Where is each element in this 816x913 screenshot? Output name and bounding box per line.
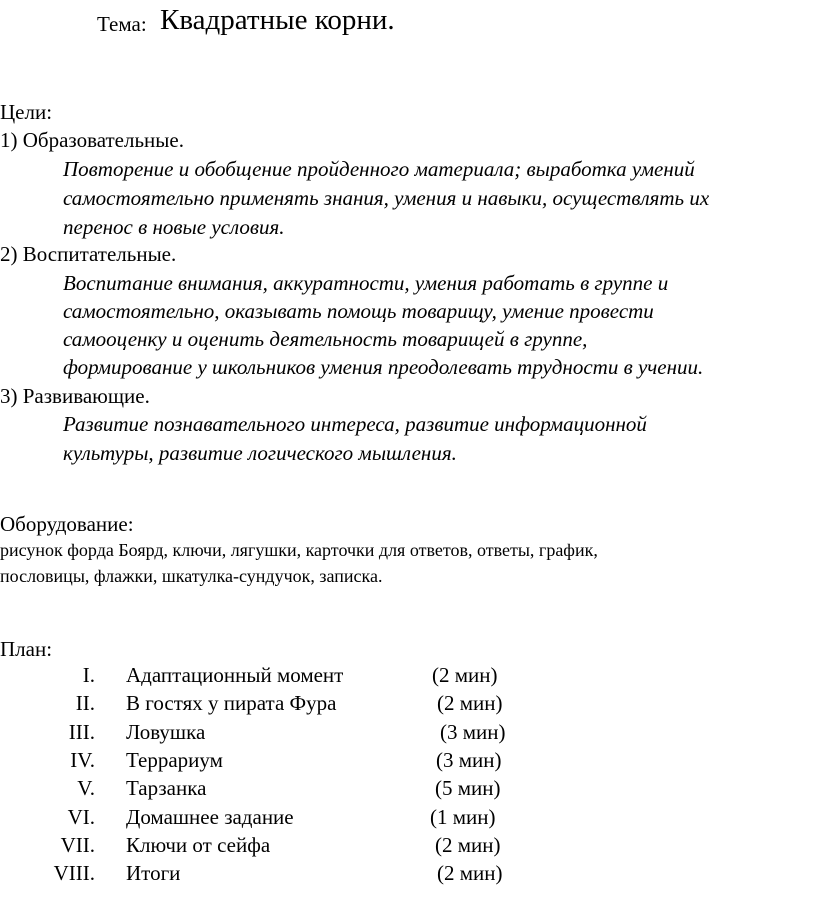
plan-item-time: (2 мин) <box>437 691 503 715</box>
plan-item-number: VI. <box>67 805 95 829</box>
plan-item-number: IV. <box>70 748 95 772</box>
goal-2-line: Воспитание внимания, аккуратности, умения работать в группе и <box>63 271 669 295</box>
goals-heading: Цели: <box>0 100 53 124</box>
plan-item-time: (2 мин) <box>437 861 503 885</box>
goal-3-line: Развитие познавательного интереса, развитие информационной <box>63 412 647 436</box>
page-title: Квадратные корни. <box>160 4 395 36</box>
plan-item-number: III. <box>68 720 95 744</box>
plan-item-text: Домашнее задание <box>126 805 294 829</box>
equipment-line: рисунок форда Боярд, ключи, лягушки, карточки для ответов, ответы, график, <box>0 540 598 560</box>
goal-1-line: самостоятельно применять знания, умения и навыки, осуществлять их <box>63 186 710 210</box>
goal-2-line: формирование у школьников умения преодолевать трудности в учении. <box>63 355 704 379</box>
plan-item-time: (1 мин) <box>430 805 496 829</box>
plan-item-text: В гостях у пирата Фура <box>126 691 337 715</box>
plan-item-text: Адаптационный момент <box>126 663 344 687</box>
plan-item-number: VII. <box>60 833 95 857</box>
plan-item-text: Итоги <box>126 861 181 885</box>
title-label: Тема: <box>97 12 147 36</box>
plan-item-time: (2 мин) <box>435 833 501 857</box>
goal-1-line: Повторение и обобщение пройденного материала; выработка умений <box>63 157 695 181</box>
plan-item-text: Ловушка <box>126 720 206 744</box>
goal-2-line: самооценку и оценить деятельность товарищей в группе, <box>63 327 588 351</box>
goal-1-line: перенос в новые условия. <box>63 215 285 239</box>
goal-3-line: культуры, развитие логического мышления. <box>63 441 457 465</box>
plan-item-number: I. <box>82 663 95 687</box>
goal-3-heading: 3) Развивающие. <box>0 384 150 408</box>
plan-item-time: (5 мин) <box>435 776 501 800</box>
goal-2-line: самостоятельно, оказывать помощь товарищу, умение провести <box>63 299 654 323</box>
plan-item-number: V. <box>77 776 95 800</box>
plan-item-number: II. <box>75 691 95 715</box>
goal-1-heading: 1) Образовательные. <box>0 128 184 152</box>
plan-item-text: Тарзанка <box>126 776 207 800</box>
plan-item-number: VIII. <box>53 861 95 885</box>
plan-item-text: Ключи от сейфа <box>126 833 271 857</box>
plan-item-text: Террариум <box>126 748 223 772</box>
equipment-line: пословицы, флажки, шкатулка-сундучок, записка. <box>0 566 383 586</box>
plan-item-time: (3 мин) <box>440 720 506 744</box>
plan-item-time: (3 мин) <box>436 748 502 772</box>
plan-heading: План: <box>0 637 53 661</box>
equipment-heading: Оборудование: <box>0 512 134 536</box>
goal-2-heading: 2) Воспитательные. <box>0 242 177 266</box>
plan-item-time: (2 мин) <box>432 663 498 687</box>
